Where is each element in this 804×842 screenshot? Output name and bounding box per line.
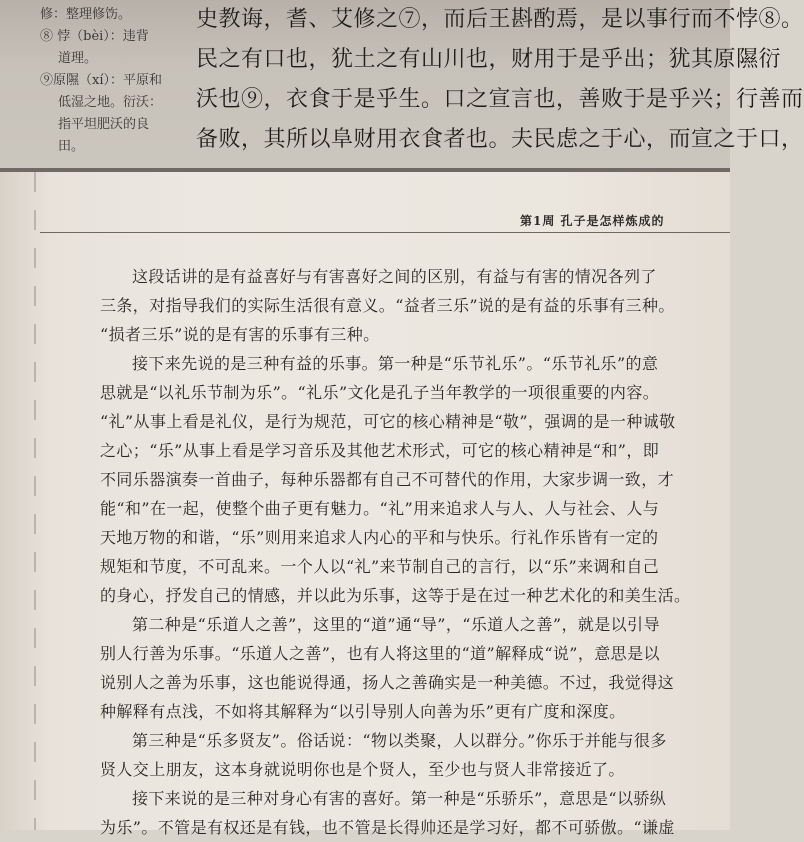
- text-line: 民之有口也，犹土之有山川也，财用于是乎出；犹其原隰衍: [196, 47, 782, 72]
- body-text: [100, 262, 691, 842]
- paragraph-line: 种解释有点浅，不如将其解释为“以引导别人向善为乐”更有广度和深度。: [100, 702, 626, 721]
- paragraph-line: 不同乐器演奏一首曲子，每种乐器都有自己不可替代的作用，大家步调一致，才: [100, 470, 675, 489]
- note-line: 修：整理修饬。: [40, 7, 132, 22]
- paragraph-line: 之心；“乐”从事上看是学习音乐及其他艺术形式，可它的核心精神是“和”，即: [100, 441, 660, 460]
- previous-page-top: [0, 0, 804, 168]
- paragraph-line: “礼”从事上看是礼仪，是行为规范，可它的核心精神是“敬”，强调的是一种诚敬: [100, 412, 676, 431]
- text-line: 沃也⑨，衣食于是乎生。口之宣言也，善败于是乎兴；行善而: [196, 87, 804, 112]
- paragraph-line: 天地万物的和谐，“乐”则用来追求人内心的平和与快乐。行礼作乐皆有一定的: [100, 528, 659, 547]
- text-line: 史教诲，耆、艾修之⑦，而后王斟酌焉，是以事行而不悖⑧。: [196, 7, 804, 32]
- note-line: 道理。: [58, 51, 98, 66]
- paragraph-line: 能“和”在一起，使整个曲子更有魅力。“礼”用来追求人与人、人与社会、人与: [100, 499, 660, 518]
- binding-stitches: [34, 172, 36, 830]
- paragraph-line: 的身心，抒发自己的情感，并以此为乐事，这等于是在过一种艺术化的和美生活。: [100, 586, 691, 605]
- paragraph-line: 第三种是“乐多贤友”。俗话说：“物以类聚，人以群分。”你乐于并能与很多: [132, 731, 667, 750]
- paragraph-line: 接下来先说的是三种有益的乐事。第一种是“乐节礼乐”。“乐节礼乐”的意: [132, 354, 659, 373]
- paragraph-line: 为乐”。不管是有权还是有钱，也不管是长得帅还是学习好，都不可骄傲。“谦虚: [100, 818, 675, 837]
- paragraph-line: “损者三乐”说的是有害的乐事有三种。: [100, 325, 380, 344]
- note-line: ⑨原隰（xí）：平原和: [40, 73, 162, 88]
- paragraph-line: 规矩和节度，不可乱来。一个人以“礼”来节制自己的言行，以“乐”来调和自己: [100, 557, 660, 576]
- text-line: 备败，其所以阜财用衣食者也。夫民虑之于心，而宣之于口，: [196, 127, 804, 152]
- annotation-notes: [40, 4, 180, 158]
- paragraph-line: 思就是“以礼乐节制为乐”。“礼乐”文化是孔子当年教学的一项很重要的内容。: [100, 383, 660, 402]
- note-line: 田。: [58, 139, 85, 154]
- paragraph-line: 三条，对指导我们的实际生活很有意义。“益者三乐”说的是有益的乐事有三种。: [100, 296, 675, 315]
- header-rule: [40, 232, 730, 233]
- note-line: 低湿之地。衍沃：: [58, 95, 163, 110]
- paragraph-line: 贤人交上朋友，这本身就说明你也是个贤人，至少也与贤人非常接近了。: [100, 760, 625, 779]
- running-header: 第1周 孔子是怎样炼成的: [520, 214, 665, 228]
- paragraph-line: 接下来说的是三种对身心有害的喜好。第一种是“乐骄乐”，意思是“以骄纵: [132, 789, 667, 808]
- paragraph-line: 说别人之善为乐事，这也能说得通，扬人之善确实是一种美德。不过，我觉得这: [100, 673, 675, 692]
- book-page: [0, 172, 730, 837]
- paragraph-line: 别人行善为乐事。“乐道人之善”，也有人将这里的“道”解释成“说”，意思是以: [100, 644, 660, 663]
- note-line: ⑧ 悖（bèi）：违背: [40, 29, 149, 44]
- paragraph-line: 这段话讲的是有益喜好与有害喜好之间的区别，有益与有害的情况各列了: [132, 267, 657, 286]
- classical-text: [196, 0, 804, 160]
- note-line: 指平坦肥沃的良: [58, 117, 150, 132]
- paragraph-line: 第二种是“乐道人之善”，这里的“道”通“导”，“乐道人之善”，就是以引导: [132, 615, 660, 634]
